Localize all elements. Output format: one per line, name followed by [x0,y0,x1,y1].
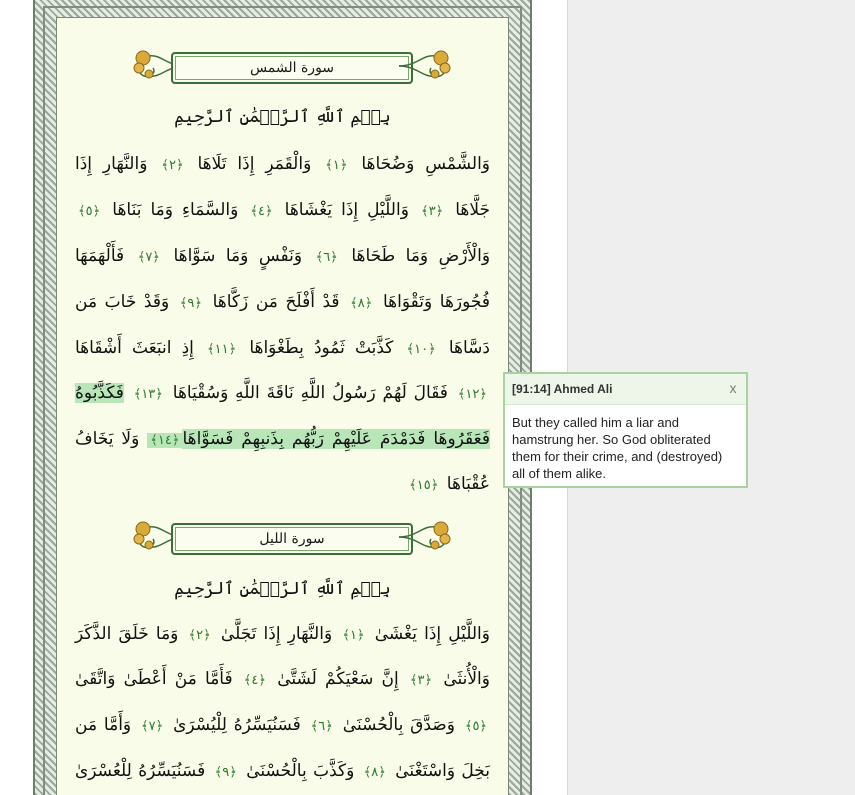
verse-text[interactable]: وَالْقَمَرِ إِذَا تَلَاهَا [197,154,312,174]
ayah-number-marker[interactable]: ﴿١١﴾ [206,342,237,357]
verse-text[interactable]: وَاللَّيْلِ إِذَا يَغْشَاهَا [284,200,409,220]
verse-text[interactable]: إِذِ انبَعَثَ أَشْقَاهَا [75,338,194,358]
verse-text[interactable]: وَأَمَّا مَن [75,715,132,735]
verse-text[interactable]: إِنَّ سَعْيَكُمْ لَشَتَّىٰ [277,669,399,689]
ayah-number-marker[interactable]: ﴿٩﴾ [214,765,237,780]
ayah-number-marker[interactable]: ﴿٢﴾ [188,628,211,643]
verse-text[interactable]: وَالْأُنثَىٰ [443,669,490,689]
ayah-number-marker[interactable]: ﴿٤﴾ [243,673,267,688]
verse-text[interactable]: فَسَنُيَسِّرُهُ لِلْيُسْرَىٰ [173,715,301,735]
ayah-number-marker[interactable]: ﴿٢﴾ [161,158,184,173]
verse-text[interactable]: قَدْ أَفْلَحَ مَن زَكَّاهَا [212,292,340,312]
surah-header-ash-shams [127,44,457,88]
ayah-number-marker[interactable]: ﴿٤﴾ [250,204,273,219]
verse-text[interactable]: وَمَا خَلَقَ الذَّكَرَ [75,624,179,644]
verse-text[interactable]: وَالنَّهَارِ إِذَا [75,154,148,174]
ayah-number-marker[interactable]: ﴿١٠﴾ [406,342,436,357]
verse-line [75,614,490,654]
ayah-number-marker[interactable]: ﴿٥﴾ [464,719,488,734]
verse-line [75,236,490,276]
ayah-number-marker[interactable]: ﴿١﴾ [325,158,348,173]
verse-line [75,419,490,459]
verse-text[interactable]: فُجُورَهَا وَتَقْوَاهَا [382,292,491,312]
surah-name: سورة الشمس [171,52,413,84]
verse-text[interactable]: فَسَنُيَسِّرُهُ لِلْعُسْرَىٰ [75,761,206,781]
ayah-number-marker[interactable]: ﴿٦﴾ [310,719,333,734]
ayah-number-marker[interactable]: ﴿١٤﴾ [147,433,182,448]
translation-text: But they called him a liar and hamstrung her. So God obliterated them for their crime, and (destroyed) all of them alike. [512,415,723,481]
verse-line [75,751,490,791]
surah-header-al-layl [127,515,457,559]
verse-line [75,373,490,413]
verse-text[interactable]: دَسَّاهَا [448,338,490,358]
highlighted-verse-text[interactable]: فَكَذَّبُوهُ [75,383,124,403]
close-icon[interactable]: x [729,380,737,396]
verse-text[interactable]: وَلَا يَخَافُ [75,429,140,449]
ayah-number-marker[interactable]: ﴿١٥﴾ [409,478,439,493]
floral-ornament-icon [397,44,457,88]
verse-line [75,282,490,322]
mushaf-page-frame [33,0,532,795]
ayah-number-marker[interactable]: ﴿٦﴾ [315,250,338,265]
verse-text[interactable]: فَأَلْهَمَهَا [75,246,125,266]
verse-line [75,705,490,745]
ayah-number-marker[interactable]: ﴿١﴾ [342,628,365,643]
ayah-number-marker[interactable]: ﴿١٢﴾ [457,387,487,402]
verse-text[interactable]: كَذَّبَتْ ثَمُودُ بِطَغْوَاهَا [249,338,394,358]
ayah-number-marker[interactable]: ﴿٨﴾ [363,765,386,780]
verse-line [75,328,490,368]
verse-line [75,144,490,184]
basmala: بِسۡمِ ٱللَّهِ ٱلرَّحۡمَٰنِ ٱلرَّحِيمِ [174,107,391,127]
ayah-number-marker[interactable]: ﴿١٣﴾ [133,387,163,402]
ayah-number-marker[interactable]: ﴿٧﴾ [137,250,160,265]
verse-text[interactable]: فَقَالَ لَهُمْ رَسُولُ اللَّهِ نَاقَةَ اللَّهِ وَسُقْيَاهَا [172,383,448,403]
verse-line [75,659,490,699]
popup-header [505,374,746,405]
verse-text[interactable]: وَالشَّمْسِ وَضُحَاهَا [361,154,490,174]
popup-title: [91:14] Ahmed Ali [512,382,613,396]
verse-text[interactable]: وَصَدَّقَ بِالْحُسْنَىٰ [342,715,455,735]
verse-text[interactable]: جَلَّاهَا [455,200,491,220]
translation-popup [503,372,748,488]
highlighted-verse-text[interactable]: فَعَقَرُوهَا فَدَمْدَمَ عَلَيْهِمْ رَبُّهُم بِذَنبِهِمْ فَسَوَّاهَا [182,429,490,449]
verse-text[interactable]: وَالنَّهَارِ إِذَا تَجَلَّىٰ [220,624,333,644]
verse-text[interactable]: بَخِلَ وَاسْتَغْنَىٰ [395,761,491,781]
verse-text[interactable]: وَالْأَرْضِ وَمَا طَحَاهَا [351,246,491,266]
floral-ornament-icon [397,515,457,559]
ayah-number-marker[interactable]: ﴿٨﴾ [350,296,373,311]
ayah-number-marker[interactable]: ﴿٣﴾ [420,204,444,219]
verse-text[interactable]: وَاللَّيْلِ إِذَا يَغْشَىٰ [374,624,490,644]
verse-text[interactable]: عُقْبَاهَا [446,474,490,494]
verse-line [75,464,490,504]
verse-text[interactable]: وَقَدْ خَابَ مَن [75,292,170,312]
verse-line [75,190,490,230]
ayah-number-marker[interactable]: ﴿٩﴾ [179,296,203,311]
surah-name: سورة الليل [171,523,413,555]
verse-text[interactable]: فَأَمَّا مَنْ أَعْطَىٰ وَاتَّقَىٰ [75,669,233,689]
ayah-number-marker[interactable]: ﴿٧﴾ [141,719,164,734]
ayah-number-marker[interactable]: ﴿٣﴾ [409,673,433,688]
ayah-number-marker[interactable]: ﴿٥﴾ [78,204,101,219]
mushaf-page [56,17,509,795]
verse-text[interactable]: وَالسَّمَاءِ وَمَا بَنَاهَا [112,200,239,220]
verse-text[interactable]: وَنَفْسٍ وَمَا سَوَّاهَا [173,246,303,266]
verse-text[interactable]: وَكَذَّبَ بِالْحُسْنَىٰ [246,761,355,781]
basmala: بِسۡمِ ٱللَّهِ ٱلرَّحۡمَٰنِ ٱلرَّحِيمِ [174,579,391,599]
